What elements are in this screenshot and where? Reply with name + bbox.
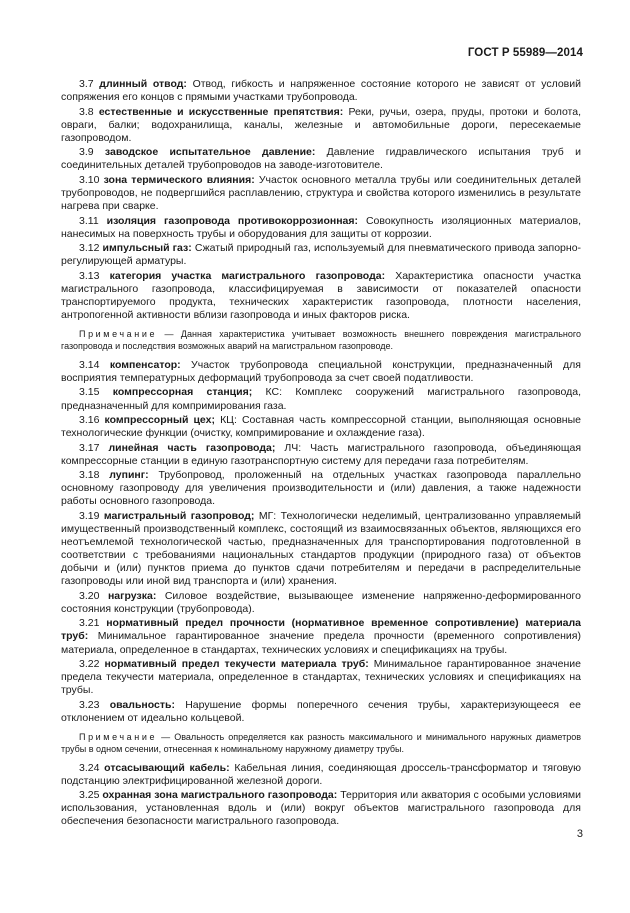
definition-item — [61, 789, 581, 828]
definition-number: 3.24 — [79, 761, 100, 774]
definition-term: длинный отвод: — [99, 78, 187, 90]
definition-item — [61, 106, 581, 145]
definition-number: 3.13 — [79, 269, 100, 282]
definition-item — [61, 78, 581, 104]
definition-text: КС: Комплекс сооружений магистрального газопровода, предназначенный для компримирования газа. — [61, 386, 581, 412]
note — [61, 328, 581, 353]
definition-term: лупинг: — [109, 469, 149, 482]
definition-number: 3.15 — [79, 386, 100, 399]
definition-term: нормативный предел текучести материала труб: — [104, 658, 369, 671]
definition-number: 3.12 — [79, 242, 100, 255]
definition-item — [61, 617, 581, 656]
definition-text: Сжатый природный газ, используемый для пневматического привода запорно-регулирующей арматуры. — [61, 242, 582, 268]
definition-text: Трубопровод, проложенный на отдельных участках газопровода параллельно основному газопроводу для увеличения производительности и (или) давления, а также надежности работы основного газопровода. — [61, 469, 581, 508]
note-label: Примечание — [79, 329, 158, 340]
definition-number: 3.9 — [79, 146, 94, 159]
definition-term: овальность: — [109, 698, 175, 711]
definition-number: 3.16 — [79, 414, 100, 426]
definition-term: линейная часть газопровода; — [108, 441, 276, 454]
definition-item — [61, 215, 581, 241]
definition-term: нормативный предел прочности (нормативное временное сопротивление) материала труб: — [61, 617, 582, 643]
note-text: — Овальность определяется как разность максимального и минимального наружных диаметров трубы в одном сечении, отнесенная к номинальному наружному диаметру трубы. — [61, 731, 581, 755]
definition-item — [61, 386, 581, 412]
definition-item — [61, 510, 581, 589]
definition-text: КЦ: Составная часть компрессорной станции, выполняющая основные технологические функции (очистку, компримирование и охлаждение газа). — [61, 414, 581, 440]
definition-text: МГ: Технологически неделимый, централизованно управляемый имущественный производственный комплекс, состоящий из взаимосвязанных объектов, являющихся его неотъемлемой технологической частью, предназначенных для транспортирования подготовленной в соответствии с требованиями национальных стандартов продукции (природного газа) от объектов добычи и (или) пунктов приема до пунктов сдачи потребителям и передачи в распределительные газопроводы или иной вид транспорта и (или) хранения. — [61, 509, 581, 588]
definition-item — [61, 442, 581, 468]
definition-item — [61, 699, 581, 725]
definition-number: 3.19 — [79, 509, 100, 522]
definition-item — [61, 469, 581, 508]
definition-text: Кабельная линия, соединяющая дроссель-трансформатор и тяговую подстанцию электрифицированной железной дороги. — [61, 761, 582, 787]
definition-text: Отвод, гибкость и напряженное состояние которого не зависят от условий сопряжения его концов с прямыми участками трубопровода. — [61, 78, 581, 104]
definition-text: Территория или акватория с особыми условиями использования, установленная вдоль и (или) вокруг объектов магистрального газопровода для обеспечения безопасности магистрального газопровода. — [61, 789, 581, 828]
definition-text: Совокупность изоляционных материалов, нанесимых на поверхность трубы и оборудования для защиты от коррозии. — [61, 214, 581, 240]
definition-item — [61, 270, 581, 322]
definition-number: 3.14 — [79, 358, 100, 371]
definition-text: Давление гидравлического испытания труб и соединительных деталей трубопроводов на заводе-изготовителе. — [61, 146, 581, 172]
definition-item — [61, 359, 581, 385]
definition-term: компрессорный цех; — [104, 414, 215, 426]
definitions-list — [61, 78, 581, 830]
definition-number: 3.25 — [79, 789, 100, 802]
definition-item — [61, 762, 581, 788]
definition-text: ЛЧ: Часть магистрального газопровода, объединяющая компрессорные станции в единую газотранспортную систему для передачи газа потребителям. — [61, 441, 582, 467]
definition-item — [61, 174, 581, 213]
definition-number: 3.17 — [79, 441, 100, 454]
definition-term: естественные и искусственные препятствия: — [98, 105, 344, 118]
definition-text: Участок основного металла трубы или соединительных деталей трубопроводов, не подвергшийся расплавлению, структура и свойства которого изменились в результате нагрева при сварке. — [61, 173, 582, 213]
definition-item — [61, 658, 581, 697]
definition-item — [61, 590, 581, 616]
definition-number: 3.11 — [79, 214, 99, 227]
definition-number: 3.20 — [79, 589, 100, 602]
definition-term: магистральный газопровод; — [103, 509, 255, 522]
page-number: 3 — [576, 828, 583, 840]
definition-term: категория участка магистрального газопровода: — [109, 269, 386, 282]
definition-number: 3.8 — [79, 105, 94, 118]
definition-text: Участок трубопровода специальной конструкции, предназначенный для восприятия температурных деформаций трубопровода за счет своей податливости. — [61, 358, 581, 384]
definition-term: зона термического влияния: — [103, 173, 255, 186]
definition-text: Нарушение формы поперечного сечения трубы, характеризующееся ее отклонением от идеально кольцевой. — [61, 698, 581, 724]
note-label: Примечание — [79, 731, 158, 742]
definition-number: 3.10 — [79, 173, 100, 186]
definition-number: 3.21 — [79, 617, 100, 630]
definition-number: 3.23 — [79, 698, 100, 711]
definition-text: Минимальное гарантированное значение предела текучести материала, определенное в стандартах, технических условиях и спецификациях на трубы. — [61, 658, 581, 697]
definition-term: изоляция газопровода противокоррозионная: — [106, 214, 359, 227]
document-code: ГОСТ Р 55989—2014 — [467, 47, 583, 59]
definition-item — [61, 414, 581, 440]
definition-term: импульсный газ: — [102, 242, 192, 255]
definition-number: 3.18 — [79, 469, 100, 482]
definition-term: заводское испытательное давление: — [104, 146, 316, 159]
definition-text: Силовое воздействие, вызывающее изменение напряженно-деформированного состояния конструкции (трубопровода). — [61, 589, 581, 615]
definition-term: отсасывающий кабель: — [104, 761, 230, 774]
definition-text: Характеристика опасности участка магистрального газопровода, классифицируемая в зависимости от показателей опасности транспортируемого продукта, технических характеристик газопровода, плотности населения, антропогенной активности вблизи газопровода и иных факторов риска. — [61, 269, 581, 321]
definition-item — [61, 242, 581, 268]
definition-term: охранная зона магистрального газопровода: — [102, 789, 338, 802]
definition-number: 3.7 — [79, 78, 94, 90]
definition-term: нагрузка: — [107, 589, 157, 602]
definition-term: компрессорная станция; — [112, 386, 253, 399]
definition-term: компенсатор: — [109, 358, 181, 371]
definition-number: 3.22 — [79, 658, 100, 671]
definition-item — [61, 146, 581, 172]
definition-text: Реки, ручьи, озера, пруды, протоки и болота, овраги, балки; водохранилища, каналы, железные и автомобильные дороги, пересекаемые газопроводом. — [61, 105, 582, 144]
note-text: — Данная характеристика учитывает возможность внешнего повреждения магистрального газопровода и последствия возможных аварий на магистральном газопроводе. — [61, 329, 581, 352]
note — [61, 731, 581, 756]
definition-text: Минимальное гарантированное значение предела прочности (временного сопротивления) материала, определенное в стандартах, технических условиях и спецификациях на трубы. — [61, 630, 581, 656]
